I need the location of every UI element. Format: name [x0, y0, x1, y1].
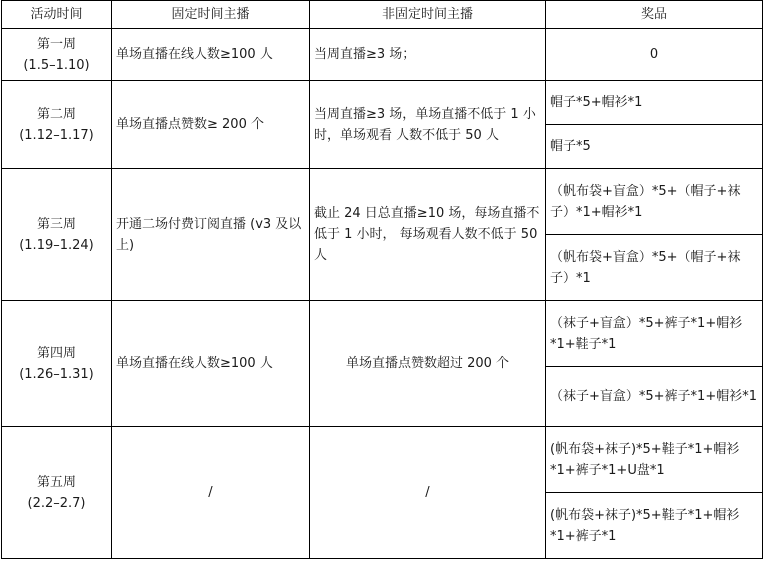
week-dates: (2.2–2.7)	[27, 495, 86, 511]
week-dates: (1.26–1.31)	[19, 366, 94, 382]
table-row-week-5	[2, 427, 763, 493]
header-nonfixed-streamer: 非固定时间主播	[310, 1, 546, 29]
table-row-week-3	[2, 169, 763, 235]
reward: 帽子*5+帽衫*1	[546, 81, 763, 125]
week-dates: (1.12–1.17)	[19, 127, 94, 143]
week-name: 第一周	[36, 36, 76, 52]
week-name: 第五周	[36, 474, 76, 490]
reward: （帆布袋+盲盒）*5+（帽子+袜子）*1+帽衫*1	[546, 169, 763, 235]
reward: （袜子+盲盒）*5+裤子*1+帽衫*1	[546, 367, 763, 427]
week-name: 第四周	[36, 345, 76, 361]
week-dates: (1.5–1.10)	[23, 57, 90, 73]
reward: (帆布袋+袜子)*5+鞋子*1+帽衫*1+裤子*1	[546, 493, 763, 559]
header-fixed-streamer: 固定时间主播	[112, 1, 310, 29]
reward: 帽子*5	[546, 125, 763, 169]
table-row-week-2	[2, 81, 763, 125]
week-cell	[2, 427, 112, 559]
fixed-requirement: 单场直播在线人数≥100 人	[112, 29, 310, 81]
fixed-requirement: 单场直播点赞数≥ 200 个	[112, 81, 310, 169]
week-cell	[2, 81, 112, 169]
reward: 0	[546, 29, 763, 81]
nonfixed-requirement: 截止 24 日总直播≥10 场，每场直播不低于 1 小时， 每场观看人数不低于 50 人	[310, 169, 546, 301]
nonfixed-requirement: /	[310, 427, 546, 559]
fixed-requirement: /	[112, 427, 310, 559]
week-cell	[2, 169, 112, 301]
fixed-requirement: 开通二场付费订阅直播 (v3 及以上)	[112, 169, 310, 301]
reward: （帆布袋+盲盒）*5+（帽子+袜子）*1	[546, 235, 763, 301]
fixed-requirement: 单场直播在线人数≥100 人	[112, 301, 310, 427]
week-dates: (1.19–1.24)	[19, 237, 94, 253]
reward: （袜子+盲盒）*5+裤子*1+帽衫*1+鞋子*1	[546, 301, 763, 367]
nonfixed-requirement: 当周直播≥3 场，单场直播不低于 1 小时，单场观看 人数不低于 50 人	[310, 81, 546, 169]
nonfixed-requirement: 单场直播点赞数超过 200 个	[310, 301, 546, 427]
week-cell	[2, 29, 112, 81]
header-activity-time: 活动时间	[2, 1, 112, 29]
week-name: 第二周	[36, 106, 76, 122]
header-prize: 奖品	[546, 1, 763, 29]
header-row	[2, 1, 763, 29]
table-row-week-4	[2, 301, 763, 367]
week-cell	[2, 301, 112, 427]
reward: (帆布袋+袜子)*5+鞋子*1+帽衫*1+裤子*1+U盘*1	[546, 427, 763, 493]
reward-table	[1, 0, 763, 559]
table-row-week-1	[2, 29, 763, 81]
nonfixed-requirement: 当周直播≥3 场；	[310, 29, 546, 81]
week-name: 第三周	[36, 216, 76, 232]
